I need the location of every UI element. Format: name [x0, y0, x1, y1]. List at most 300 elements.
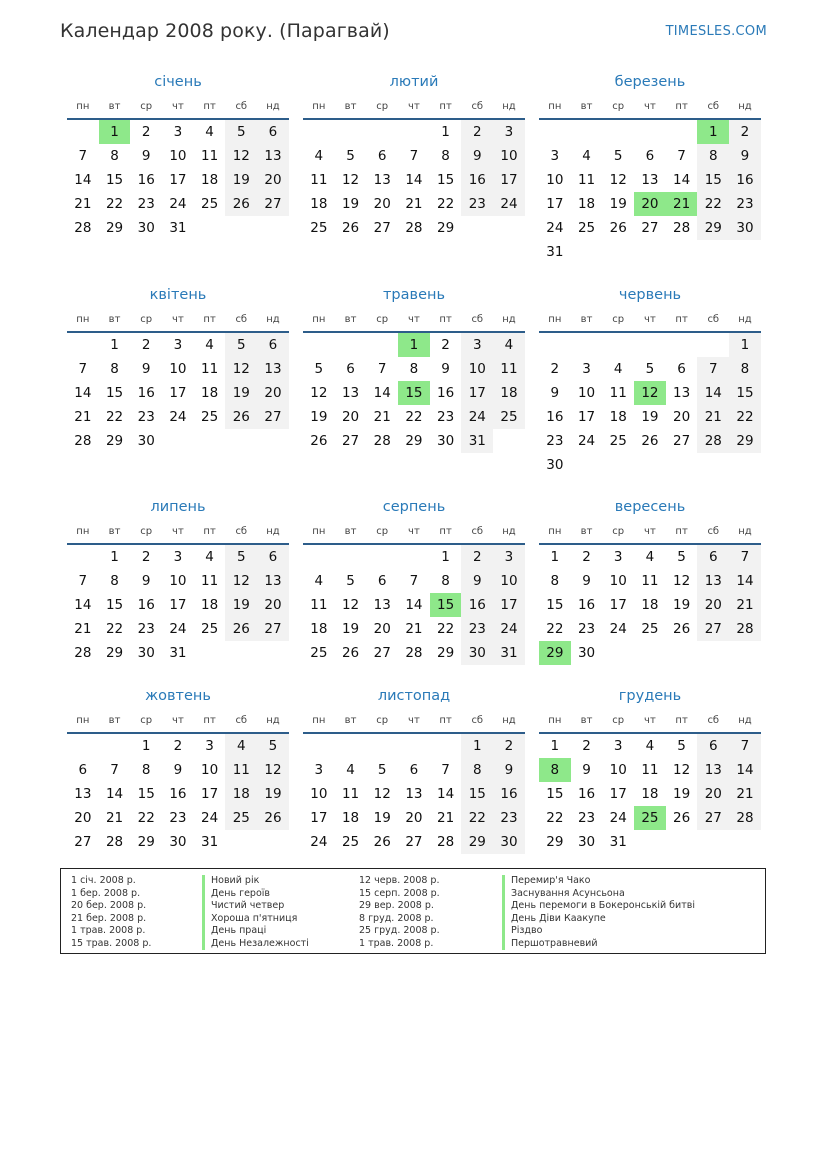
calendar-day[interactable]: 2 [173, 738, 183, 754]
calendar-day[interactable]: 13 [373, 597, 391, 613]
calendar-day[interactable]: 21 [105, 810, 124, 826]
holiday-day[interactable]: 15 [398, 381, 430, 405]
calendar-day[interactable]: 7 [729, 545, 761, 569]
calendar-day[interactable]: 18 [341, 810, 360, 826]
calendar-day[interactable]: 12 [225, 569, 257, 593]
calendar-day[interactable]: 17 [461, 381, 493, 405]
calendar-day[interactable]: 13 [697, 758, 729, 782]
calendar-day[interactable]: 31 [546, 244, 564, 260]
calendar-day[interactable]: 5 [346, 573, 355, 589]
calendar-day[interactable]: 28 [373, 433, 391, 449]
calendar-day[interactable]: 13 [697, 569, 729, 593]
calendar-day[interactable]: 9 [582, 762, 591, 778]
calendar-day[interactable]: 16 [137, 385, 155, 401]
calendar-day[interactable]: 2 [141, 549, 151, 565]
calendar-day[interactable]: 29 [137, 834, 155, 850]
calendar-day[interactable]: 29 [729, 429, 761, 453]
calendar-day[interactable]: 19 [341, 621, 360, 637]
calendar-day[interactable]: 25 [609, 433, 627, 449]
calendar-day[interactable]: 31 [169, 645, 187, 661]
calendar-day[interactable]: 19 [341, 196, 360, 212]
calendar-day[interactable]: 29 [405, 433, 423, 449]
holiday-day[interactable]: 25 [634, 806, 666, 830]
calendar-day[interactable]: 14 [729, 758, 761, 782]
calendar-day[interactable]: 30 [493, 830, 525, 854]
calendar-day[interactable]: 7 [377, 361, 387, 377]
calendar-day[interactable]: 29 [437, 220, 455, 236]
calendar-day[interactable]: 27 [673, 433, 691, 449]
calendar-day[interactable]: 15 [437, 172, 455, 188]
calendar-day[interactable]: 6 [257, 545, 289, 569]
calendar-day[interactable]: 23 [137, 196, 155, 212]
calendar-day[interactable]: 3 [493, 120, 525, 144]
calendar-day[interactable]: 15 [546, 786, 564, 802]
calendar-day[interactable]: 9 [141, 361, 151, 377]
calendar-day[interactable]: 24 [201, 810, 219, 826]
calendar-day[interactable]: 15 [105, 385, 124, 401]
calendar-day[interactable]: 11 [641, 573, 659, 589]
calendar-day[interactable]: 2 [493, 734, 525, 758]
calendar-day[interactable]: 15 [729, 381, 761, 405]
calendar-day[interactable]: 10 [310, 786, 328, 802]
calendar-day[interactable]: 10 [461, 357, 493, 381]
calendar-day[interactable]: 8 [409, 361, 419, 377]
calendar-day[interactable]: 23 [577, 810, 596, 826]
calendar-day[interactable]: 10 [169, 148, 187, 164]
calendar-day[interactable]: 15 [137, 786, 155, 802]
calendar-day[interactable]: 25 [201, 621, 219, 637]
calendar-day[interactable]: 24 [169, 621, 187, 637]
calendar-day[interactable]: 4 [205, 549, 214, 565]
calendar-day[interactable]: 30 [577, 834, 596, 850]
calendar-day[interactable]: 17 [493, 593, 525, 617]
holiday-day[interactable]: 1 [697, 120, 729, 144]
holiday-day[interactable]: 15 [430, 593, 462, 617]
calendar-day[interactable]: 29 [546, 834, 564, 850]
calendar-day[interactable]: 21 [697, 405, 729, 429]
calendar-day[interactable]: 31 [461, 429, 493, 453]
calendar-day[interactable]: 20 [405, 810, 423, 826]
calendar-day[interactable]: 29 [105, 645, 124, 661]
calendar-day[interactable]: 23 [169, 810, 187, 826]
calendar-day[interactable]: 5 [314, 361, 324, 377]
calendar-day[interactable]: 12 [341, 172, 360, 188]
calendar-day[interactable]: 20 [257, 593, 289, 617]
calendar-day[interactable]: 13 [257, 357, 289, 381]
calendar-day[interactable]: 18 [493, 381, 525, 405]
calendar-day[interactable]: 30 [169, 834, 187, 850]
calendar-day[interactable]: 21 [74, 409, 92, 425]
calendar-day[interactable]: 27 [257, 405, 289, 429]
calendar-day[interactable]: 6 [377, 148, 387, 164]
calendar-day[interactable]: 4 [346, 762, 355, 778]
calendar-day[interactable]: 10 [493, 569, 525, 593]
calendar-day[interactable]: 7 [409, 573, 419, 589]
calendar-day[interactable]: 7 [78, 148, 88, 164]
calendar-day[interactable]: 5 [257, 734, 289, 758]
calendar-day[interactable]: 27 [641, 220, 659, 236]
calendar-day[interactable]: 28 [673, 220, 691, 236]
calendar-day[interactable]: 16 [137, 597, 155, 613]
holiday-day[interactable]: 8 [539, 758, 571, 782]
calendar-day[interactable]: 31 [609, 834, 627, 850]
calendar-day[interactable]: 27 [405, 834, 423, 850]
calendar-day[interactable]: 4 [314, 573, 324, 589]
calendar-day[interactable]: 29 [461, 830, 493, 854]
calendar-day[interactable]: 1 [110, 549, 119, 565]
calendar-day[interactable]: 11 [341, 786, 360, 802]
brand-link[interactable]: TIMESLES.COM [665, 24, 767, 39]
calendar-day[interactable]: 20 [74, 810, 92, 826]
calendar-day[interactable]: 19 [373, 810, 391, 826]
calendar-day[interactable]: 22 [697, 192, 729, 216]
calendar-day[interactable]: 1 [729, 333, 761, 357]
calendar-day[interactable]: 2 [141, 337, 151, 353]
calendar-day[interactable]: 26 [673, 810, 691, 826]
calendar-day[interactable]: 24 [493, 192, 525, 216]
calendar-day[interactable]: 5 [645, 361, 655, 377]
calendar-day[interactable]: 10 [493, 144, 525, 168]
calendar-day[interactable]: 30 [729, 216, 761, 240]
calendar-day[interactable]: 23 [493, 806, 525, 830]
calendar-day[interactable]: 5 [346, 148, 355, 164]
calendar-day[interactable]: 12 [225, 357, 257, 381]
calendar-day[interactable]: 15 [461, 782, 493, 806]
calendar-day[interactable]: 27 [373, 645, 391, 661]
calendar-day[interactable]: 8 [441, 148, 450, 164]
calendar-day[interactable]: 9 [173, 762, 183, 778]
calendar-day[interactable]: 28 [405, 645, 423, 661]
calendar-day[interactable]: 19 [257, 782, 289, 806]
calendar-day[interactable]: 26 [673, 621, 691, 637]
calendar-day[interactable]: 4 [582, 148, 591, 164]
calendar-day[interactable]: 9 [729, 144, 761, 168]
calendar-day[interactable]: 1 [441, 124, 450, 140]
calendar-day[interactable]: 14 [405, 597, 423, 613]
calendar-day[interactable]: 8 [697, 144, 729, 168]
calendar-day[interactable]: 21 [729, 782, 761, 806]
calendar-day[interactable]: 12 [609, 172, 627, 188]
calendar-day[interactable]: 8 [110, 573, 119, 589]
calendar-day[interactable]: 27 [74, 834, 92, 850]
calendar-day[interactable]: 3 [613, 549, 623, 565]
calendar-day[interactable]: 18 [641, 786, 659, 802]
calendar-day[interactable]: 18 [225, 782, 257, 806]
calendar-day[interactable]: 30 [137, 433, 155, 449]
calendar-day[interactable]: 16 [137, 172, 155, 188]
calendar-day[interactable]: 14 [74, 172, 92, 188]
calendar-day[interactable]: 30 [437, 433, 455, 449]
calendar-day[interactable]: 18 [310, 196, 328, 212]
calendar-day[interactable]: 22 [105, 196, 124, 212]
calendar-day[interactable]: 22 [729, 405, 761, 429]
calendar-day[interactable]: 18 [641, 597, 659, 613]
calendar-day[interactable]: 11 [225, 758, 257, 782]
calendar-day[interactable]: 7 [409, 148, 419, 164]
calendar-day[interactable]: 24 [310, 834, 328, 850]
calendar-day[interactable]: 22 [437, 621, 455, 637]
calendar-day[interactable]: 1 [141, 738, 151, 754]
calendar-day[interactable]: 12 [310, 385, 328, 401]
calendar-day[interactable]: 3 [461, 333, 493, 357]
calendar-day[interactable]: 27 [697, 806, 729, 830]
calendar-day[interactable]: 16 [546, 409, 564, 425]
calendar-day[interactable]: 6 [697, 734, 729, 758]
calendar-day[interactable]: 17 [169, 172, 187, 188]
calendar-day[interactable]: 26 [257, 806, 289, 830]
calendar-day[interactable]: 21 [729, 593, 761, 617]
calendar-day[interactable]: 26 [609, 220, 627, 236]
calendar-day[interactable]: 6 [645, 148, 655, 164]
calendar-day[interactable]: 27 [341, 433, 360, 449]
calendar-day[interactable]: 24 [169, 196, 187, 212]
calendar-day[interactable]: 25 [493, 405, 525, 429]
calendar-day[interactable]: 9 [493, 758, 525, 782]
calendar-day[interactable]: 17 [493, 168, 525, 192]
calendar-day[interactable]: 6 [257, 120, 289, 144]
calendar-day[interactable]: 1 [550, 738, 560, 754]
calendar-day[interactable]: 6 [257, 333, 289, 357]
calendar-day[interactable]: 25 [310, 645, 328, 661]
calendar-day[interactable]: 25 [310, 220, 328, 236]
calendar-day[interactable]: 28 [74, 645, 92, 661]
calendar-day[interactable]: 14 [373, 385, 391, 401]
calendar-day[interactable]: 10 [577, 385, 596, 401]
calendar-day[interactable]: 7 [697, 357, 729, 381]
calendar-day[interactable]: 24 [493, 617, 525, 641]
calendar-day[interactable]: 24 [461, 405, 493, 429]
calendar-day[interactable]: 23 [137, 621, 155, 637]
calendar-day[interactable]: 11 [609, 385, 627, 401]
calendar-day[interactable]: 12 [341, 597, 360, 613]
calendar-day[interactable]: 20 [697, 782, 729, 806]
calendar-day[interactable]: 28 [405, 220, 423, 236]
calendar-day[interactable]: 16 [577, 786, 596, 802]
calendar-day[interactable]: 11 [641, 762, 659, 778]
calendar-day[interactable]: 31 [201, 834, 219, 850]
calendar-day[interactable]: 24 [169, 409, 187, 425]
calendar-day[interactable]: 5 [613, 148, 623, 164]
calendar-day[interactable]: 4 [314, 148, 324, 164]
calendar-day[interactable]: 12 [373, 786, 391, 802]
calendar-day[interactable]: 16 [493, 782, 525, 806]
calendar-day[interactable]: 3 [173, 337, 183, 353]
calendar-day[interactable]: 16 [437, 385, 455, 401]
calendar-day[interactable]: 21 [373, 409, 391, 425]
calendar-day[interactable]: 3 [493, 545, 525, 569]
calendar-day[interactable]: 9 [141, 573, 151, 589]
calendar-day[interactable]: 28 [74, 433, 92, 449]
holiday-day[interactable]: 12 [634, 381, 666, 405]
calendar-day[interactable]: 22 [137, 810, 155, 826]
calendar-day[interactable]: 28 [74, 220, 92, 236]
calendar-day[interactable]: 17 [169, 385, 187, 401]
calendar-day[interactable]: 2 [141, 124, 151, 140]
calendar-day[interactable]: 21 [405, 621, 423, 637]
calendar-day[interactable]: 26 [310, 433, 328, 449]
calendar-day[interactable]: 2 [461, 120, 493, 144]
calendar-day[interactable]: 29 [105, 433, 124, 449]
calendar-day[interactable]: 8 [461, 758, 493, 782]
calendar-day[interactable]: 23 [461, 192, 493, 216]
calendar-day[interactable]: 28 [697, 429, 729, 453]
calendar-day[interactable]: 26 [225, 405, 257, 429]
calendar-day[interactable]: 11 [201, 361, 219, 377]
calendar-day[interactable]: 25 [577, 220, 596, 236]
calendar-day[interactable]: 22 [105, 409, 124, 425]
calendar-day[interactable]: 24 [577, 433, 596, 449]
calendar-day[interactable]: 26 [641, 433, 659, 449]
calendar-day[interactable]: 14 [74, 597, 92, 613]
calendar-day[interactable]: 7 [441, 762, 450, 778]
calendar-day[interactable]: 13 [673, 385, 691, 401]
calendar-day[interactable]: 7 [677, 148, 686, 164]
calendar-day[interactable]: 19 [310, 409, 328, 425]
calendar-day[interactable]: 26 [341, 645, 360, 661]
calendar-day[interactable]: 10 [201, 762, 219, 778]
calendar-day[interactable]: 18 [609, 409, 627, 425]
calendar-day[interactable]: 17 [169, 597, 187, 613]
calendar-day[interactable]: 14 [729, 569, 761, 593]
calendar-day[interactable]: 13 [405, 786, 423, 802]
calendar-day[interactable]: 26 [373, 834, 391, 850]
calendar-day[interactable]: 2 [550, 361, 560, 377]
calendar-day[interactable]: 30 [577, 645, 596, 661]
calendar-day[interactable]: 3 [205, 738, 214, 754]
calendar-day[interactable]: 10 [546, 172, 564, 188]
calendar-day[interactable]: 8 [110, 148, 119, 164]
calendar-day[interactable]: 17 [609, 786, 627, 802]
calendar-day[interactable]: 21 [405, 196, 423, 212]
calendar-day[interactable]: 5 [225, 333, 257, 357]
calendar-day[interactable]: 22 [546, 810, 564, 826]
calendar-day[interactable]: 25 [225, 806, 257, 830]
calendar-day[interactable]: 2 [461, 545, 493, 569]
calendar-day[interactable]: 20 [257, 168, 289, 192]
calendar-day[interactable]: 20 [373, 196, 391, 212]
calendar-day[interactable]: 23 [437, 409, 455, 425]
calendar-day[interactable]: 27 [257, 617, 289, 641]
calendar-day[interactable]: 19 [641, 409, 659, 425]
calendar-day[interactable]: 22 [405, 409, 423, 425]
calendar-day[interactable]: 14 [405, 172, 423, 188]
calendar-day[interactable]: 14 [673, 172, 691, 188]
calendar-day[interactable]: 8 [441, 573, 450, 589]
calendar-day[interactable]: 22 [105, 621, 124, 637]
calendar-day[interactable]: 7 [110, 762, 119, 778]
calendar-day[interactable]: 16 [577, 597, 596, 613]
calendar-day[interactable]: 15 [546, 597, 564, 613]
calendar-day[interactable]: 16 [729, 168, 761, 192]
calendar-day[interactable]: 28 [729, 617, 761, 641]
calendar-day[interactable]: 23 [577, 621, 596, 637]
calendar-day[interactable]: 11 [201, 573, 219, 589]
calendar-day[interactable]: 22 [437, 196, 455, 212]
calendar-day[interactable]: 15 [105, 597, 124, 613]
calendar-day[interactable]: 27 [257, 192, 289, 216]
calendar-day[interactable]: 8 [141, 762, 151, 778]
calendar-day[interactable]: 30 [461, 641, 493, 665]
calendar-day[interactable]: 18 [201, 172, 219, 188]
calendar-day[interactable]: 13 [257, 569, 289, 593]
calendar-day[interactable]: 4 [645, 738, 655, 754]
calendar-day[interactable]: 6 [409, 762, 419, 778]
calendar-day[interactable]: 14 [437, 786, 455, 802]
calendar-day[interactable]: 12 [257, 758, 289, 782]
calendar-day[interactable]: 10 [169, 573, 187, 589]
calendar-day[interactable]: 14 [697, 381, 729, 405]
calendar-day[interactable]: 13 [641, 172, 659, 188]
calendar-day[interactable]: 21 [74, 196, 92, 212]
calendar-day[interactable]: 12 [225, 144, 257, 168]
calendar-day[interactable]: 25 [641, 621, 659, 637]
calendar-day[interactable]: 29 [437, 645, 455, 661]
calendar-day[interactable]: 4 [205, 124, 214, 140]
calendar-day[interactable]: 17 [577, 409, 596, 425]
calendar-day[interactable]: 17 [546, 196, 564, 212]
calendar-day[interactable]: 1 [441, 549, 450, 565]
holiday-day[interactable]: 20 [634, 192, 666, 216]
calendar-day[interactable]: 20 [697, 593, 729, 617]
calendar-day[interactable]: 17 [310, 810, 328, 826]
calendar-day[interactable]: 26 [341, 220, 360, 236]
calendar-day[interactable]: 9 [550, 385, 560, 401]
calendar-day[interactable]: 10 [609, 762, 627, 778]
calendar-day[interactable]: 10 [169, 361, 187, 377]
calendar-day[interactable]: 30 [137, 645, 155, 661]
calendar-day[interactable]: 11 [577, 172, 596, 188]
calendar-day[interactable]: 3 [173, 124, 183, 140]
calendar-day[interactable]: 9 [461, 144, 493, 168]
calendar-day[interactable]: 16 [169, 786, 187, 802]
calendar-day[interactable]: 11 [493, 357, 525, 381]
calendar-day[interactable]: 2 [729, 120, 761, 144]
calendar-day[interactable]: 12 [673, 573, 691, 589]
calendar-day[interactable]: 6 [377, 573, 387, 589]
calendar-day[interactable]: 13 [341, 385, 360, 401]
calendar-day[interactable]: 14 [74, 385, 92, 401]
calendar-day[interactable]: 31 [169, 220, 187, 236]
calendar-day[interactable]: 11 [310, 172, 328, 188]
calendar-day[interactable]: 2 [582, 738, 591, 754]
calendar-day[interactable]: 19 [225, 168, 257, 192]
calendar-day[interactable]: 3 [613, 738, 623, 754]
calendar-day[interactable]: 23 [546, 433, 564, 449]
calendar-day[interactable]: 9 [141, 148, 151, 164]
calendar-day[interactable]: 7 [729, 734, 761, 758]
calendar-day[interactable]: 26 [225, 617, 257, 641]
calendar-day[interactable]: 24 [546, 220, 564, 236]
calendar-day[interactable]: 2 [582, 549, 591, 565]
calendar-day[interactable]: 19 [673, 786, 691, 802]
calendar-day[interactable]: 18 [201, 385, 219, 401]
calendar-day[interactable]: 9 [582, 573, 591, 589]
calendar-day[interactable]: 19 [673, 597, 691, 613]
calendar-day[interactable]: 1 [550, 549, 560, 565]
calendar-day[interactable]: 31 [493, 641, 525, 665]
calendar-day[interactable]: 4 [225, 734, 257, 758]
calendar-day[interactable]: 12 [673, 762, 691, 778]
calendar-day[interactable]: 23 [461, 617, 493, 641]
calendar-day[interactable]: 7 [78, 573, 88, 589]
calendar-day[interactable]: 2 [441, 337, 450, 353]
calendar-day[interactable]: 3 [582, 361, 591, 377]
calendar-day[interactable]: 6 [697, 545, 729, 569]
calendar-day[interactable]: 18 [577, 196, 596, 212]
calendar-day[interactable]: 7 [78, 361, 88, 377]
calendar-day[interactable]: 13 [373, 172, 391, 188]
calendar-day[interactable]: 23 [729, 192, 761, 216]
